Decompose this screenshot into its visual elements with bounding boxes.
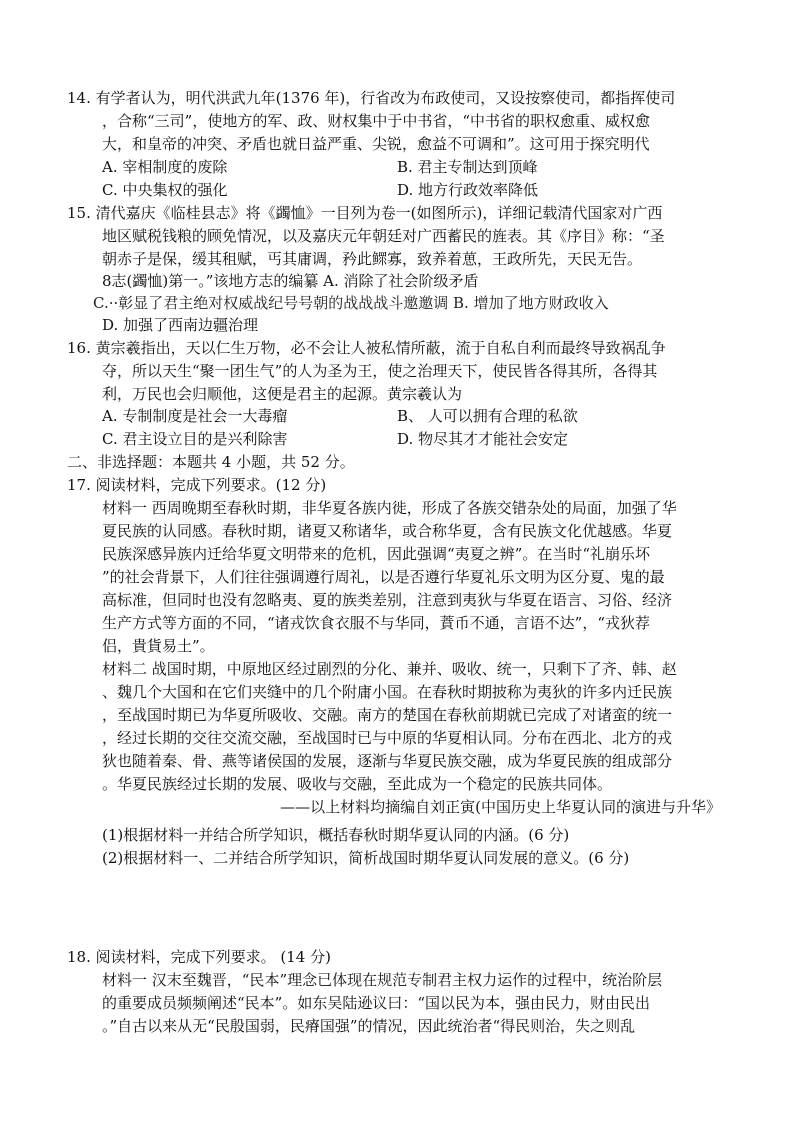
section-2-heading: 二、非选择题：本题共 4 小题，共 52 分。 [67,453,355,471]
q16-option-a: A. 专制制度是社会一大毒瘤 [102,407,288,425]
q17-line-4: ”的社会背景下，人们往往强调遵行周礼，以是否遵行华夏礼乐文明为区分夏、鬼的最 [102,568,665,586]
q16-option-c: C. 君主设立目的是兴利除害 [102,430,288,448]
q14-line-1: 14. 有学者认为，明代洪武九年(1376 年)，行省改为布政使司，又设按察使司，都指挥使司 [67,89,676,107]
q14-line-2: ，合称“三司”，使地方的军、政、财权集中于中书省，“中书省的职权愈重、威权愈 [102,112,651,130]
q14-option-a: A. 宰相制度的废除 [102,158,228,176]
q17-line-1: 材料一 西周晚期至春秋时期，非华夏各族内徙，形成了各族交错杂处的局面，加强了华 [102,499,677,517]
q17-heading: 17. 阅读材料，完成下列要求。(12 分) [67,476,327,494]
q17-line-7: 侣，貴貨易土”。 [102,637,215,655]
q17-subquestion-2: (2)根据材料一、二并结合所学知识，简析战国时期华夏认同发展的意义。(6 分) [102,849,630,867]
q17-line-8: 材料二 战国时期，中原地区经过剧烈的分化、兼并、吸收、统一，只剩下了齐、韩、赵 [102,660,677,678]
q16-line-1: 16. 黄宗羲指出，天以仁生万物，必不会让人被私情所蔽，流于自私自利而最终导致祸乱争 [67,339,666,357]
q18-line-3: 。”自古以来从无“民殷国弱，民瘠国强”的情况，因此统治者“得民则治，失之则乱 [102,1017,636,1035]
q17-line-5: 高标准，但同时也没有忽略夷、夏的族类差别，注意到夷狄与华夏在语言、习俗、经济 [102,591,673,609]
q17-line-12: 狄也随着秦、骨、燕等诸侯国的发展，逐渐与华夏民族交融，成为华夏民族的组成部分 [102,752,673,770]
q15-line-1: 15. 清代嘉庆《临桂县志》将《蠲恤》一目列为卷一(如图所示)，详细记载清代国家对广西 [67,204,663,222]
q14-option-c: C. 中央集权的强化 [102,181,228,199]
q15-line-2: 地区赋税钱粮的顾免情况，以及嘉庆元年朝廷对广西蓄民的旌表。其《序目》称：“圣 [102,227,665,245]
q14-option-b: B. 君主专制达到顶峰 [397,158,538,176]
q16-line-2: 夺，所以天生“聚一团生气”的人为圣为王，使之治理天下，使民皆各得其所，各得其 [102,362,658,380]
q15-line-3: 朝赤子是保，缓其租赋，丐其庸调，矜此鳏寡，致养着葸，王政所先，天民无告。 [102,250,643,268]
q15-line-6: D. 加强了西南边疆治理 [102,316,259,334]
q16-line-3: 利，万民也会归顺他，这便是君主的起源。黄宗羲认为 [102,385,463,403]
q17-line-11: ，经过长期的交往交流交融，至战国时已与中原的华夏相认同。分布在西北、北方的戎 [102,729,673,747]
q17-line-9: 、魏几个大国和在它们夹缝中的几个附庸小国。在春秋时期披称为夷狄的许多内迁民族 [102,683,673,701]
q18-line-2: 的重要成员频频阐述“民本”。如东吴陆逊议曰：“国以民为本，强由民力，财由民出 [102,994,651,1012]
q17-subquestion-1: (1)根据材料一并结合所学知识，概括春秋时期华夏认同的内涵。(6 分) [102,826,570,844]
q16-option-d: D. 物尽其才才能社会安定 [397,430,569,448]
q16-option-b: B、 人可以拥有合理的私欲 [397,407,578,425]
q18-heading: 18. 阅读材料，完成下列要求。 (14 分) [67,948,331,966]
q15-line-4: 8志(蠲恤)第一。”该地方志的编纂 A. 消除了社会阶级矛盾 [102,272,479,290]
q18-line-1: 材料一 汉末至魏晋，“民本”理念已体现在规范专制君主权力运作的过程中，统治阶层 [102,971,663,989]
q17-line-2: 夏民族的认同感。春秋时期，诸夏又称诸华，或合称华夏，含有民族文化优越感。华夏 [102,522,673,540]
q17-line-13: 。华夏民族经过长期的发展、吸收与交融，至此成为一个稳定的民族共同体。 [102,775,613,793]
q17-line-10: ，至战国时期已为华夏所吸收、交融。南方的楚国在春秋前期就已完成了对诸蛮的统一 [102,706,673,724]
q17-source: ——以上材料均摘编自刘正寅(中国历史上华夏认同的演进与升华》 [280,798,721,816]
q15-line-5: C.··彰显了君主绝对权威战纪号号朝的战战战斗邀邀调 B. 增加了地方财政收入 [93,294,609,312]
q14-line-3: 大，和皇帝的冲突、矛盾也就日益严重、尖锐，愈益不可调和”。这可用于探究明代 [102,135,650,153]
q17-line-6: 生产方式等方面的不同，“诸戎饮食衣服不与华同，蕡币不通，言语不达”，“戎狄荐 [102,614,651,632]
q14-option-d: D. 地方行政效率降低 [397,181,539,199]
q17-line-3: 民族深感异族内迁给华夏文明带来的危机，因此强调“夷夏之辨”。在当时“礼崩乐坏 [102,545,651,563]
